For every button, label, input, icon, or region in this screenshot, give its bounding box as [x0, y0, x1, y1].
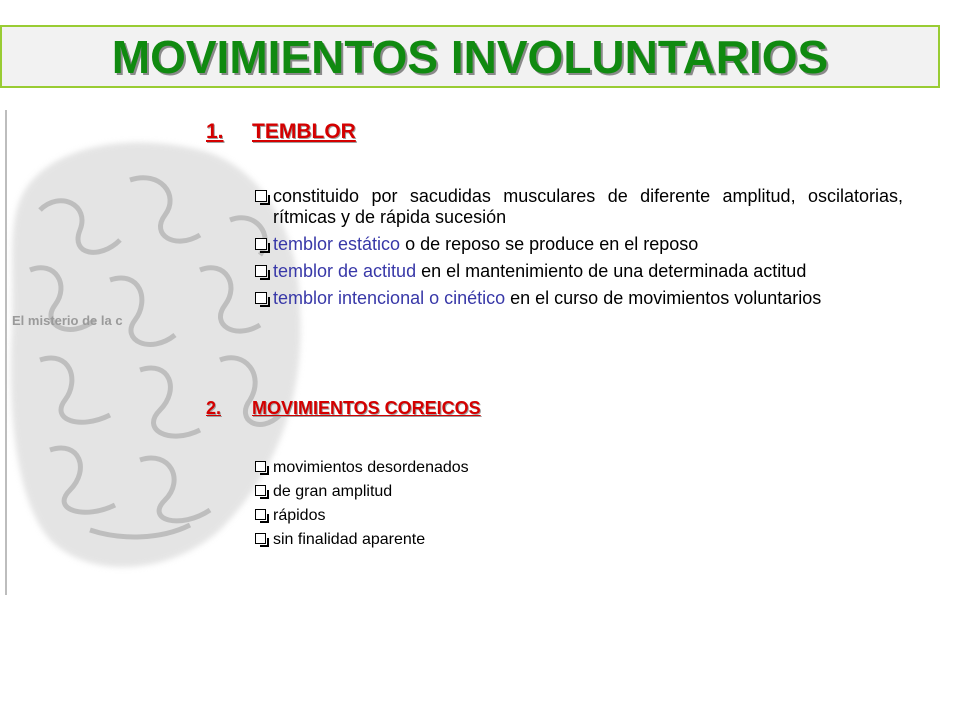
- list-item: [255, 480, 655, 504]
- list-item: [255, 528, 655, 552]
- item-text: movimientos desordenados: [273, 459, 469, 476]
- list-item: [255, 261, 903, 282]
- checkbox-bullet-icon: [255, 509, 266, 520]
- title-banner: [0, 25, 940, 88]
- list-item: [255, 504, 655, 528]
- item-highlight: temblor estático: [273, 234, 401, 254]
- coreicos-list: [255, 456, 655, 552]
- background-image-caption: El misterio de la c: [12, 313, 123, 328]
- item-text: o de reposo se produce en el reposo: [400, 234, 699, 254]
- list-item: [255, 234, 903, 255]
- checkbox-bullet-icon: [255, 292, 267, 304]
- list-item: [255, 288, 903, 309]
- section-number: 1.: [206, 120, 224, 143]
- section-heading-temblor: [206, 120, 356, 144]
- list-item: [255, 186, 903, 228]
- checkbox-bullet-icon: [255, 238, 267, 250]
- section-heading-coreicos: [206, 398, 481, 419]
- checkbox-bullet-icon: [255, 190, 267, 202]
- item-text: de gran amplitud: [273, 483, 393, 500]
- temblor-list: [255, 186, 903, 315]
- item-highlight: temblor intencional o cinético: [273, 288, 506, 308]
- item-text: en el curso de movimientos voluntarios: [505, 288, 822, 308]
- item-text: sin finalidad aparente: [273, 531, 426, 548]
- page-title: MOVIMIENTOS INVOLUNTARIOS: [111, 30, 829, 83]
- section-title: MOVIMIENTOS COREICOS: [252, 398, 481, 418]
- item-highlight: temblor de actitud: [273, 261, 417, 281]
- list-item: [255, 456, 655, 480]
- checkbox-bullet-icon: [255, 461, 266, 472]
- checkbox-bullet-icon: [255, 533, 266, 544]
- item-text: en el mantenimiento de una determinada actitud: [416, 261, 807, 281]
- item-text: constituido por sacudidas musculares de diferente amplitud, oscilatorias, rítmicas y de rápida sucesión: [273, 186, 903, 227]
- item-text: rápidos: [273, 507, 326, 524]
- section-number: 2.: [206, 398, 222, 418]
- checkbox-bullet-icon: [255, 485, 266, 496]
- checkbox-bullet-icon: [255, 265, 267, 277]
- section-title: TEMBLOR: [252, 120, 356, 143]
